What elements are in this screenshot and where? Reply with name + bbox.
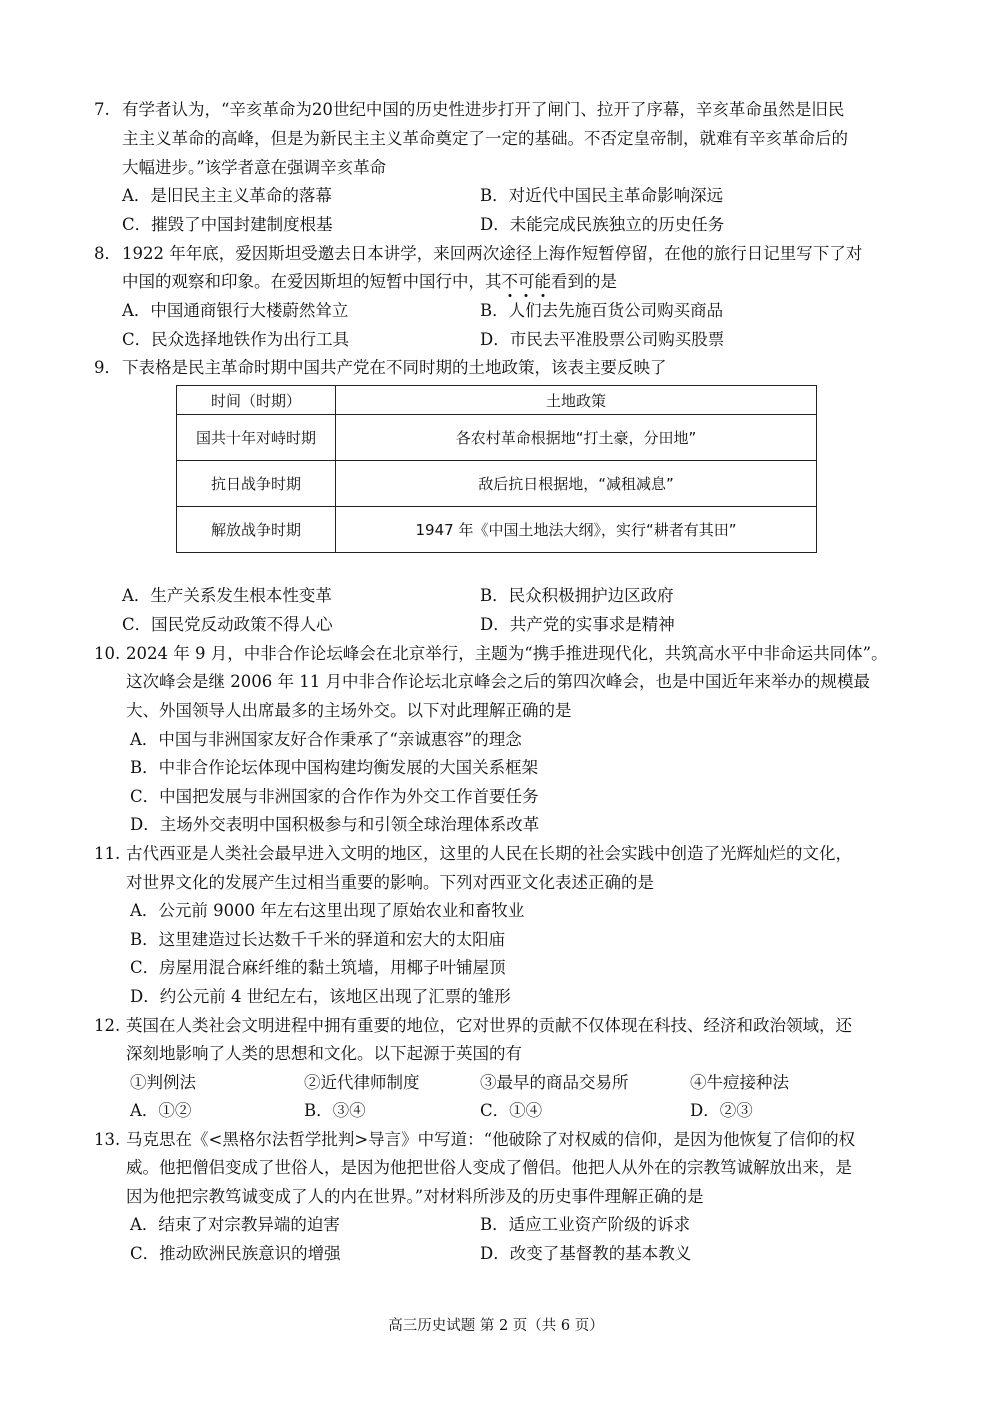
question-text-line: 马克思在《<黑格尔法哲学批判>导言》中写道：“他破除了对权威的信仰，是因为他恢复了信仰的权 [126, 1130, 856, 1149]
question-number: 8． [94, 244, 121, 263]
table-row [177, 415, 817, 461]
option-d[interactable]: D．②③ [690, 1101, 753, 1120]
option-d[interactable]: D．未能完成民族独立的历史任务 [480, 215, 725, 234]
option-c[interactable]: C．民众选择地铁作为出行工具 [122, 330, 350, 349]
option-a[interactable]: A．生产关系发生根本性变革 [122, 586, 332, 605]
question-text-line: 深刻地影响了人类的思想和文化。以下起源于英国的有 [126, 1044, 522, 1063]
question-number: 10. [94, 644, 121, 663]
choice-item: ②近代律师制度 [304, 1073, 420, 1092]
question-number: 13. [94, 1130, 121, 1149]
page-footer: 高三历史试题 第 2 页（共 6 页） [388, 1318, 604, 1334]
table-cell: 敌后抗日根据地，“减租减息” [336, 461, 817, 507]
option-a[interactable]: A．中国通商银行大楼蔚然耸立 [122, 301, 349, 320]
option-c[interactable]: C．摧毁了中国封建制度根基 [122, 215, 333, 234]
emphasis-mark: 不 [501, 272, 518, 291]
option-b[interactable]: B．中非合作论坛体现中国构建均衡发展的大国关系框架 [130, 758, 539, 777]
table-header: 土地政策 [336, 386, 817, 415]
question-text-line: 英国在人类社会文明进程中拥有重要的地位，它对世界的贡献不仅体现在科技、经济和政治领域，还 [126, 1016, 852, 1035]
choice-item: ①判例法 [130, 1073, 196, 1092]
option-b[interactable]: B．这里建造过长达数千千米的驿道和宏大的太阳庙 [130, 930, 506, 949]
option-a[interactable]: A．中国与非洲国家友好合作秉承了“亲诚惠容”的理念 [130, 730, 522, 749]
question-text-line: 威。他把僧侣变成了世俗人，是因为他把世俗人变成了僧侣。他把人从外在的宗教笃诚解放出来，是 [126, 1158, 852, 1177]
option-c[interactable]: C．国民党反动政策不得人心 [122, 615, 333, 634]
emphasis-mark: 可 [518, 272, 535, 291]
question-number: 11. [94, 844, 121, 863]
option-c[interactable]: C．中国把发展与非洲国家的合作作为外交工作首要任务 [130, 787, 539, 806]
question-text-line: 主主义革命的高峰，但是为新民主主义革命奠定了一定的基础。不否定皇帝制，就难有辛亥革命后的 [122, 129, 848, 148]
question-text-line: 因为他把宗教笃诚变成了人的内在世界。”对材料所涉及的历史事件理解正确的是 [126, 1187, 704, 1206]
option-b[interactable]: B．③④ [304, 1101, 366, 1120]
question-text-line: 古代西亚是人类社会最早进入文明的地区，这里的人民在长期的社会实践中创造了光辉灿烂的文化， [126, 844, 852, 863]
emphasis-mark: 能 [534, 272, 551, 291]
question-text-line: 大幅进步。”该学者意在强调辛亥革命 [122, 158, 387, 177]
option-d[interactable]: D．主场外交表明中国积极参与和引领全球治理体系改革 [130, 815, 540, 834]
table-cell: 抗日战争时期 [177, 461, 336, 507]
question-text-line-emphasis: 中国的观察和印象。在爱因斯坦的短暂中国行中，其不可能看到的是 [122, 272, 617, 291]
land-policy-table [176, 385, 817, 553]
table-row [177, 461, 817, 507]
option-b[interactable]: B．适应工业资产阶级的诉求 [480, 1215, 691, 1234]
table-cell: 解放战争时期 [177, 507, 336, 553]
question-text-line: 这次峰会是继 2006 年 11 月中非合作论坛北京峰会之后的第四次峰会，也是中国近年来举办的规模最 [126, 672, 870, 691]
option-a[interactable]: A．是旧民主主义革命的落幕 [122, 186, 332, 205]
choice-item: ④牛痘接种法 [690, 1073, 789, 1092]
table-header-row [177, 386, 817, 415]
option-a[interactable]: A．公元前 9000 年左右这里出现了原始农业和畜牧业 [130, 901, 525, 920]
choice-item: ③最早的商品交易所 [480, 1073, 629, 1092]
option-a[interactable]: A．结束了对宗教异端的迫害 [130, 1215, 340, 1234]
question-text-line: 对世界文化的发展产生过相当重要的影响。下列对西亚文化表述正确的是 [126, 873, 654, 892]
question-text-line: 有学者认为，“辛亥革命为20世纪中国的历史性进步打开了闸门、拉开了序幕，辛亥革命虽然是旧民 [122, 100, 845, 119]
question-number: 9． [94, 358, 121, 377]
option-d[interactable]: D．共产党的实事求是精神 [480, 615, 675, 634]
option-b[interactable]: B．人们去先施百货公司购买商品 [480, 301, 724, 320]
option-b[interactable]: B．民众积极拥护边区政府 [480, 586, 674, 605]
option-b[interactable]: B．对近代中国民主革命影响深远 [480, 186, 724, 205]
table-header: 时间（时期） [177, 386, 336, 415]
option-d[interactable]: D．改变了基督教的基本教义 [480, 1244, 692, 1263]
option-c[interactable]: C．推动欧洲民族意识的增强 [130, 1244, 341, 1263]
table-cell: 1947 年《中国土地法大纲》，实行“耕者有其田” [336, 507, 817, 553]
question-text-line: 大、外国领导人出席最多的主场外交。以下对此理解正确的是 [126, 701, 572, 720]
option-d[interactable]: D．约公元前 4 世纪左右，该地区出现了汇票的雏形 [130, 987, 511, 1006]
table-cell: 国共十年对峙时期 [177, 415, 336, 461]
question-text-line: 下表格是民主革命时期中国共产党在不同时期的土地政策，该表主要反映了 [122, 358, 667, 377]
option-a[interactable]: A．①② [130, 1101, 192, 1120]
question-number: 12. [94, 1016, 121, 1035]
question-text-line: 2024 年 9 月，中非合作论坛峰会在北京举行，主题为“携手推进现代化，共筑高水平中非命运共同体”。 [126, 644, 888, 663]
option-c[interactable]: C．房屋用混合麻纤维的黏土筑墙，用椰子叶铺屋顶 [130, 958, 506, 977]
table-row [177, 507, 817, 553]
table-cell: 各农村革命根据地“打土豪，分田地” [336, 415, 817, 461]
question-number: 7. [94, 100, 110, 119]
question-text-line: 1922 年年底，爱因斯坦受邀去日本讲学，来回两次途径上海作短暂停留，在他的旅行日记里写下了对 [122, 244, 863, 263]
option-d[interactable]: D．市民去平准股票公司购买股票 [480, 330, 725, 349]
option-c[interactable]: C．①④ [480, 1101, 543, 1120]
